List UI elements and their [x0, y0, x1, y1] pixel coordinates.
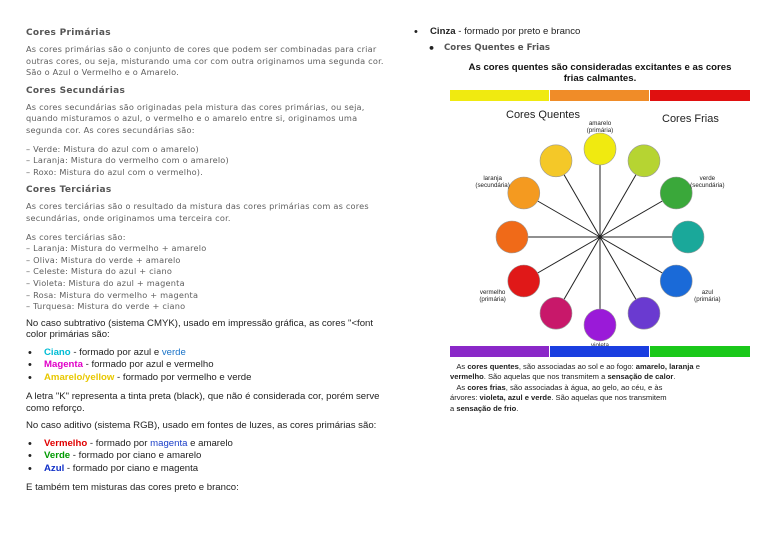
item-text: - formado por azul e	[70, 347, 162, 359]
wheel-color-circle	[672, 221, 704, 253]
list-cmyk	[26, 347, 386, 384]
para-terciarias	[26, 201, 386, 224]
wheel-label: azul	[701, 289, 714, 296]
wheel-color-circle	[628, 297, 660, 329]
text-line: como reforço.	[26, 402, 85, 414]
list-item	[26, 463, 386, 475]
caption-line	[450, 372, 750, 382]
caption-bold: sensação de frio	[456, 403, 517, 413]
caption-text: .	[673, 372, 676, 382]
caption-line	[450, 362, 750, 372]
color-band	[550, 90, 649, 101]
caption-bold: cores quentes	[467, 362, 519, 371]
item-tail: e amarelo	[187, 438, 233, 450]
figure-title-line: frias calmantes.	[563, 73, 637, 84]
text-line: quando misturamos o azul, o vermelho e o amarelo entre si, originamos uma	[26, 113, 358, 124]
color-name: Ciano	[44, 347, 71, 359]
caption-text: .	[516, 403, 519, 413]
list-secundarias	[26, 144, 386, 179]
text-line: secundárias, onde originamos uma terceira cor.	[26, 212, 231, 223]
caption-bold: violeta, azul e verde	[479, 393, 552, 403]
heading-secundarias: Cores Secundárias	[26, 85, 126, 96]
caption-line	[450, 404, 750, 414]
text-line: outras cores, ou seja, misturando uma cor com outra originamos uma segunda cor.	[26, 55, 384, 66]
caption-text: . São aquelas que nos transmitem	[551, 393, 667, 403]
color-band	[450, 346, 549, 357]
caption-line	[450, 383, 750, 393]
text-line: segunda cor. As cores secundárias são:	[26, 124, 195, 135]
text-line: No caso subtrativo (sistema CMYK), usado em impressão gráfica, as cores "<font	[26, 317, 374, 329]
caption-bold: sensação de calor	[607, 372, 674, 382]
list-item: – Violeta: Mistura do azul + magenta	[26, 277, 185, 288]
list-item: – Verde: Mistura do azul com o amarelo)	[26, 143, 199, 154]
wheel-label: vermelho	[479, 289, 506, 296]
color-band	[450, 90, 549, 101]
wheel-label-sub: (secundária)	[475, 182, 510, 189]
wheel-color-circle	[660, 177, 692, 209]
text-line: As cores primárias são o conjunto de cores que podem ser combinadas para criar	[26, 44, 377, 54]
wheel-color-circle	[660, 265, 692, 297]
color-name: Azul	[44, 462, 65, 474]
list-item: – Oliva: Mistura do verde + amarelo	[26, 254, 181, 265]
list-item	[26, 450, 386, 462]
item-text: - formado por preto e branco	[455, 26, 581, 37]
list-item: – Celeste: Mistura do azul + ciano	[26, 266, 173, 277]
wheel-label-sub: (primária)	[479, 296, 506, 303]
text-line: No caso aditivo (sistema RGB), usado em fontes de luzes, as cores primárias são:	[26, 420, 377, 432]
list-item	[26, 347, 386, 359]
list-item: – Rosa: Mistura do vermelho + magenta	[26, 289, 199, 300]
wheel-label-sub: (secundária)	[690, 182, 725, 189]
color-name: Magenta	[44, 359, 83, 371]
caption-text: a	[450, 403, 457, 413]
heading-terciarias: Cores Terciárias	[26, 185, 112, 196]
item-extra: verde	[161, 347, 186, 359]
para-secundarias	[26, 102, 386, 137]
label-cores-quentes: Cores Quentes	[506, 109, 580, 121]
list-item: – Laranja: Mistura do vermelho + amarelo	[26, 243, 207, 254]
para-cmyk	[26, 318, 386, 342]
item-extra: magenta	[150, 438, 188, 450]
item-text: - formado por	[87, 438, 151, 450]
right-column	[412, 26, 752, 413]
item-text: - formado por vermelho e verde	[114, 371, 252, 383]
text-line: São o Azul o Vermelho e o Amarelo.	[26, 67, 179, 78]
wheel-color-circle	[508, 177, 540, 209]
caption-text: As	[456, 382, 468, 392]
list-item	[26, 359, 386, 371]
item-text: - formado por ciano e magenta	[64, 462, 199, 474]
color-band	[650, 90, 750, 101]
color-band	[550, 346, 649, 357]
color-name: Vermelho	[44, 438, 88, 450]
color-name: Cinza	[430, 26, 456, 37]
wheel-color-circle	[540, 145, 572, 177]
heading-primarias: Cores Primárias	[26, 28, 111, 38]
list-item: – Roxo: Mistura do azul com o vermelho).	[26, 166, 204, 177]
caption-text: , são associadas à água, ao gelo, ao céu, e às	[505, 382, 663, 392]
wheel-color-circle	[540, 297, 572, 329]
list-item: – Laranja: Mistura do vermelho com o amarelo)	[26, 155, 229, 166]
caption-text: . São aquelas que nos transmitem a	[483, 372, 608, 382]
caption-bold: amarelo, laranja	[635, 362, 694, 371]
wheel-color-circle	[584, 133, 616, 165]
wheel-color-circle	[496, 221, 528, 253]
para-rgb	[26, 420, 386, 432]
color-band	[650, 346, 750, 357]
caption-bold: cores frias	[467, 382, 506, 392]
caption-bold: vermelho	[450, 372, 484, 382]
caption-text: , são associadas ao sol e ao fogo:	[518, 362, 636, 371]
wheel-color-circle	[628, 145, 660, 177]
wheel-color-circle	[584, 309, 616, 341]
text-line: color primárias são:	[26, 329, 110, 341]
list-item: As cores terciárias são:	[26, 231, 126, 242]
item-text: - formado por ciano e amarelo	[70, 450, 202, 462]
list-item	[26, 438, 386, 450]
list-rgb	[26, 438, 386, 475]
wheel-label: verde	[699, 175, 716, 182]
wheel-label-sub: (primária)	[694, 296, 721, 303]
color-wheel-diagram	[450, 102, 750, 352]
text-line: As cores secundárias são originadas pela mistura das cores primárias, ou seja,	[26, 101, 365, 112]
wheel-spokes	[512, 149, 688, 325]
para-primarias	[26, 44, 386, 79]
caption-line	[450, 393, 750, 403]
para-k	[26, 391, 386, 415]
text-line: As cores terciárias são o resultado da mistura das cores primárias com as cores	[26, 201, 369, 212]
left-column	[26, 28, 386, 500]
label-cores-frias: Cores Frias	[662, 113, 719, 125]
para-final	[26, 482, 386, 494]
text-line: A letra "K" representa a tinta preta (black), que não é considerada cor, porém serve	[26, 390, 380, 402]
list-item-cinza	[412, 26, 752, 38]
color-name: Amarelo/yellow	[44, 371, 115, 383]
wheel-label-sub: (primária)	[586, 127, 614, 134]
figure-caption	[450, 362, 750, 414]
list-item	[26, 372, 386, 384]
caption-text: árvores:	[450, 393, 480, 403]
figure-title	[448, 62, 752, 84]
subheading-quentes-frias: • Cores Quentes e Frias	[426, 43, 752, 53]
color-name: Verde	[44, 450, 71, 462]
caption-text: e	[693, 362, 700, 371]
list-terciarias	[26, 232, 386, 313]
wheel-color-circle	[508, 265, 540, 297]
wheel-label: laranja	[483, 175, 502, 182]
caption-text: As	[456, 362, 468, 371]
wheel-label: amarelo	[588, 120, 612, 127]
figure-title-line: As cores quentes são consideradas excitantes e as cores	[468, 62, 732, 73]
list-item: – Turquesa: Mistura do verde + ciano	[26, 301, 186, 312]
item-text: - formado por azul e vermelho	[82, 359, 214, 371]
text-line: E também tem misturas das cores preto e branco:	[26, 481, 239, 493]
